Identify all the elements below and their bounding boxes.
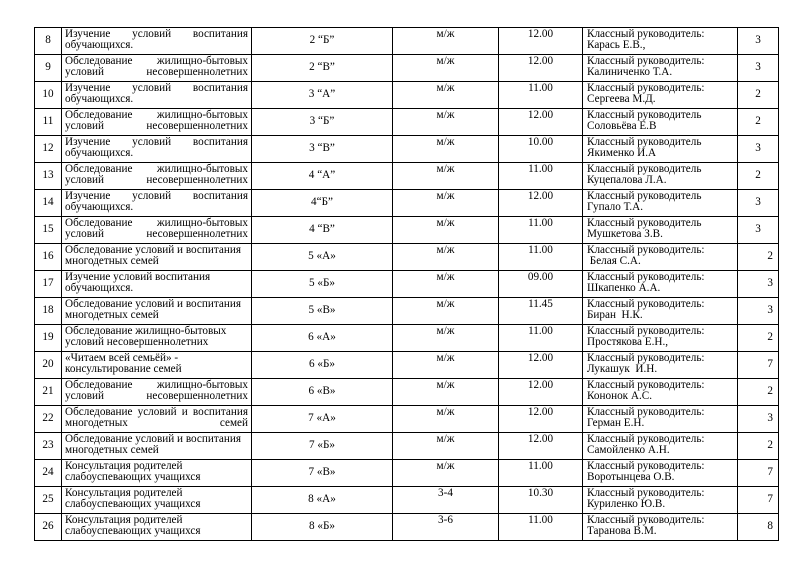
audience-cell: м/ж	[393, 433, 499, 460]
table-row	[35, 82, 779, 109]
event-cell: Обследование жилищно-бытовых условий несовершеннолетних	[62, 379, 252, 406]
responsible-cell	[583, 55, 738, 82]
table-body	[35, 28, 779, 541]
time-cell: 10.30	[499, 487, 583, 514]
event-cell: Изучение условий воспитания обучающихся.	[62, 28, 252, 55]
count-cell: 3	[738, 271, 779, 298]
schedule-document	[34, 27, 778, 541]
responsible-role: Классный руководитель:	[587, 55, 705, 67]
audience-cell: м/ж	[393, 325, 499, 352]
event-cell: «Читаем всей семьёй» - консультирование семей	[62, 352, 252, 379]
count-cell: 3	[738, 298, 779, 325]
responsible-cell	[583, 406, 738, 433]
responsible-role: Классный руководитель	[587, 190, 702, 202]
row-number: 22	[35, 406, 62, 433]
count-cell: 3	[738, 28, 779, 55]
audience-cell: м/ж	[393, 460, 499, 487]
event-cell: Изучение условий воспитания обучающихся.	[62, 82, 252, 109]
audience-cell: м/ж	[393, 190, 499, 217]
responsible-name: Якименко И.А	[587, 147, 657, 160]
responsible-role: Классный руководитель:	[587, 460, 705, 472]
responsible-name: Калиниченко Т.А.	[587, 66, 673, 79]
row-number: 23	[35, 433, 62, 460]
responsible-role: Классный руководитель:	[587, 379, 705, 391]
row-number: 13	[35, 163, 62, 190]
responsible-name: Сергеева М.Д.	[587, 93, 656, 106]
row-number: 18	[35, 298, 62, 325]
table-row	[35, 136, 779, 163]
responsible-name: Биран Н.К.	[587, 309, 643, 322]
row-number: 15	[35, 217, 62, 244]
class-cell: 6 «А»	[252, 325, 393, 352]
responsible-name: Герман Е.Н.	[587, 417, 645, 430]
class-cell: 3 “А”	[252, 82, 393, 109]
event-cell: Консультация родителей слабоуспевающих учащихся	[62, 460, 252, 487]
count-cell: 7	[738, 460, 779, 487]
class-cell: 8 «Б»	[252, 514, 393, 541]
class-cell: 5 «Б»	[252, 271, 393, 298]
event-cell: Консультация родителей слабоуспевающих учащихся	[62, 514, 252, 541]
table-row	[35, 514, 779, 541]
audience-cell: м/ж	[393, 109, 499, 136]
responsible-name: Простякова Е.Н.,	[587, 336, 669, 349]
class-cell: 2 “В”	[252, 55, 393, 82]
time-cell: 11.00	[499, 325, 583, 352]
audience-cell: м/ж	[393, 379, 499, 406]
row-number: 21	[35, 379, 62, 406]
row-number: 11	[35, 109, 62, 136]
responsible-name: Белая С.А.	[587, 255, 641, 268]
time-cell: 11.00	[499, 514, 583, 541]
responsible-role: Классный руководитель:	[587, 82, 705, 94]
time-cell: 12.00	[499, 433, 583, 460]
row-number: 12	[35, 136, 62, 163]
row-number: 16	[35, 244, 62, 271]
table-row	[35, 460, 779, 487]
responsible-name: Соловьёва Е.В	[587, 120, 657, 133]
time-cell: 12.00	[499, 55, 583, 82]
table-row	[35, 406, 779, 433]
count-cell: 2	[738, 379, 779, 406]
row-number: 14	[35, 190, 62, 217]
event-cell: Обследование жилищно-бытовых условий несовершеннолетних	[62, 163, 252, 190]
count-cell: 2	[738, 163, 779, 190]
time-cell: 12.00	[499, 406, 583, 433]
table-row	[35, 217, 779, 244]
event-cell: Обследование условий и воспитания многодетных семей	[62, 298, 252, 325]
responsible-name: Самойленко А.Н.	[587, 444, 670, 457]
responsible-cell	[583, 379, 738, 406]
event-cell: Обследование жилищно-бытовых условий несовершеннолетних	[62, 109, 252, 136]
audience-cell: 3-4	[393, 487, 499, 514]
responsible-cell	[583, 352, 738, 379]
time-cell: 12.00	[499, 379, 583, 406]
time-cell: 12.00	[499, 352, 583, 379]
responsible-role: Классный руководитель	[587, 109, 702, 121]
audience-cell: м/ж	[393, 244, 499, 271]
responsible-name: Воротынцева О.В.	[587, 471, 675, 484]
event-cell: Изучение условий воспитания обучающихся.	[62, 136, 252, 163]
audience-cell: м/ж	[393, 271, 499, 298]
table-row	[35, 271, 779, 298]
row-number: 25	[35, 487, 62, 514]
count-cell: 3	[738, 190, 779, 217]
class-cell: 7 «Б»	[252, 433, 393, 460]
responsible-cell	[583, 460, 738, 487]
count-cell: 3	[738, 217, 779, 244]
time-cell: 12.00	[499, 28, 583, 55]
responsible-name: Шкапенко А.А.	[587, 282, 661, 295]
responsible-name: Лукашук И.Н.	[587, 363, 658, 376]
responsible-cell	[583, 217, 738, 244]
table-row	[35, 298, 779, 325]
time-cell: 11.00	[499, 217, 583, 244]
table-row	[35, 352, 779, 379]
time-cell: 11.00	[499, 244, 583, 271]
row-number: 9	[35, 55, 62, 82]
responsible-cell	[583, 298, 738, 325]
time-cell: 11.00	[499, 163, 583, 190]
time-cell: 11.00	[499, 82, 583, 109]
responsible-role: Классный руководитель:	[587, 514, 705, 526]
responsible-role: Классный руководитель:	[587, 298, 705, 310]
audience-cell: м/ж	[393, 136, 499, 163]
audience-cell: м/ж	[393, 55, 499, 82]
row-number: 20	[35, 352, 62, 379]
audience-cell: м/ж	[393, 82, 499, 109]
class-cell: 7 «В»	[252, 460, 393, 487]
class-cell: 3 “В”	[252, 136, 393, 163]
time-cell: 12.00	[499, 190, 583, 217]
responsible-name: Таранова В.М.	[587, 525, 657, 538]
count-cell: 7	[738, 352, 779, 379]
count-cell: 3	[738, 55, 779, 82]
responsible-cell	[583, 190, 738, 217]
responsible-role: Классный руководитель:	[587, 325, 705, 337]
event-cell: Изучение условий воспитания обучающихся.	[62, 190, 252, 217]
responsible-cell	[583, 271, 738, 298]
responsible-cell	[583, 514, 738, 541]
row-number: 17	[35, 271, 62, 298]
row-number: 10	[35, 82, 62, 109]
class-cell: 5 «В»	[252, 298, 393, 325]
class-cell: 8 «А»	[252, 487, 393, 514]
responsible-role: Классный руководитель:	[587, 352, 705, 364]
count-cell: 3	[738, 406, 779, 433]
table-row	[35, 379, 779, 406]
responsible-name: Куриленко Ю.В.	[587, 498, 666, 511]
count-cell: 2	[738, 244, 779, 271]
table-row	[35, 325, 779, 352]
class-cell: 6 «Б»	[252, 352, 393, 379]
table-row	[35, 433, 779, 460]
table-row	[35, 28, 779, 55]
event-cell: Обследование условий и воспитания многодетных семей	[62, 433, 252, 460]
count-cell: 2	[738, 109, 779, 136]
count-cell: 7	[738, 487, 779, 514]
audience-cell: 3-6	[393, 514, 499, 541]
responsible-cell	[583, 82, 738, 109]
table-row	[35, 244, 779, 271]
event-cell: Изучение условий воспитания обучающихся.	[62, 271, 252, 298]
responsible-cell	[583, 163, 738, 190]
responsible-role: Классный руководитель	[587, 217, 702, 229]
responsible-role: Классный руководитель	[587, 163, 702, 175]
event-cell: Обследование жилищно-бытовых условий несовершеннолетних	[62, 325, 252, 352]
class-cell: 6 «В»	[252, 379, 393, 406]
count-cell: 2	[738, 325, 779, 352]
responsible-cell	[583, 109, 738, 136]
class-cell: 2 “Б”	[252, 28, 393, 55]
responsible-role: Классный руководитель:	[587, 244, 705, 256]
row-number: 24	[35, 460, 62, 487]
responsible-name: Карась Е.В.,	[587, 39, 646, 52]
audience-cell: м/ж	[393, 352, 499, 379]
event-cell: Обследование условий и воспитания многодетных семей	[62, 244, 252, 271]
audience-cell: м/ж	[393, 28, 499, 55]
row-number: 26	[35, 514, 62, 541]
responsible-role: Классный руководитель:	[587, 487, 705, 499]
class-cell: 5 «А»	[252, 244, 393, 271]
responsible-cell	[583, 487, 738, 514]
time-cell: 09.00	[499, 271, 583, 298]
audience-cell: м/ж	[393, 406, 499, 433]
class-cell: 7 «А»	[252, 406, 393, 433]
audience-cell: м/ж	[393, 217, 499, 244]
row-number: 8	[35, 28, 62, 55]
time-cell: 11.45	[499, 298, 583, 325]
time-cell: 12.00	[499, 109, 583, 136]
responsible-name: Мушкетова З.В.	[587, 228, 663, 241]
count-cell: 2	[738, 82, 779, 109]
class-cell: 4“Б”	[252, 190, 393, 217]
table-row	[35, 163, 779, 190]
count-cell: 3	[738, 136, 779, 163]
event-cell: Обследование жилищно-бытовых условий несовершеннолетних	[62, 55, 252, 82]
responsible-name: Куцепалова Л.А.	[587, 174, 667, 187]
responsible-role: Классный руководитель:	[587, 271, 705, 283]
responsible-name: Гупало Т.А.	[587, 201, 644, 214]
class-cell: 4 “А”	[252, 163, 393, 190]
responsible-cell	[583, 325, 738, 352]
responsible-cell	[583, 244, 738, 271]
responsible-role: Классный руководитель:	[587, 28, 705, 40]
table-row	[35, 487, 779, 514]
table-row	[35, 109, 779, 136]
event-cell: Консультация родителей слабоуспевающих учащихся	[62, 487, 252, 514]
time-cell: 10.00	[499, 136, 583, 163]
responsible-role: Классный руководитель:	[587, 406, 705, 418]
responsible-role: Классный руководитель:	[587, 433, 705, 445]
time-cell: 11.00	[499, 460, 583, 487]
class-cell: 4 “В”	[252, 217, 393, 244]
responsible-cell	[583, 136, 738, 163]
event-cell: Обследование условий и воспитания многодетных семей	[62, 406, 252, 433]
audience-cell: м/ж	[393, 163, 499, 190]
responsible-cell	[583, 28, 738, 55]
count-cell: 2	[738, 433, 779, 460]
responsible-role: Классный руководитель	[587, 136, 702, 148]
audience-cell: м/ж	[393, 298, 499, 325]
events-table	[34, 27, 779, 541]
count-cell: 8	[738, 514, 779, 541]
table-row	[35, 190, 779, 217]
class-cell: 3 “Б”	[252, 109, 393, 136]
responsible-cell	[583, 433, 738, 460]
event-cell: Обследование жилищно-бытовых условий несовершеннолетних	[62, 217, 252, 244]
row-number: 19	[35, 325, 62, 352]
responsible-name: Кононок А.С.	[587, 390, 653, 403]
table-row	[35, 55, 779, 82]
